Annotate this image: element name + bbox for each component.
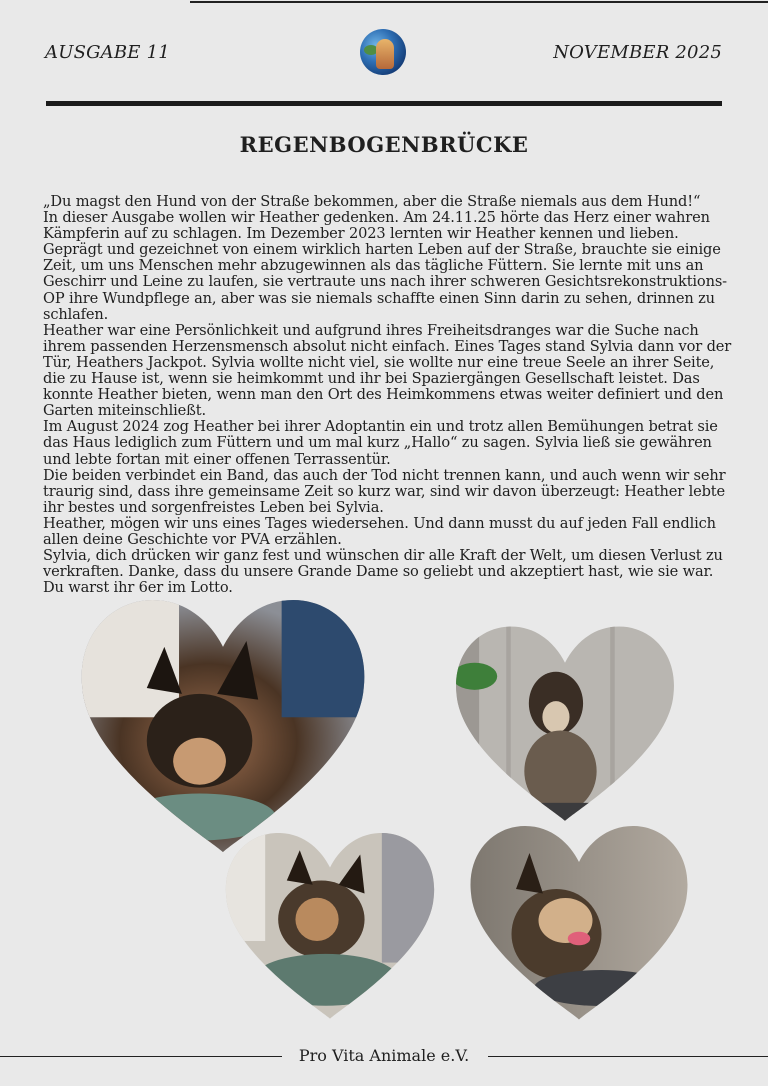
article-paragraph: Die beiden verbindet ein Band, das auch der Tod nicht trennen kann, und auch wenn wir sehr traurig sind, dass ihre gemeinsame Zeit so kurz war, sind wir davon überzeugt: Heather lebte ihr bestes und sorgenfreistes Leben bei Sylvia. (43, 466, 726, 516)
article-paragraph: In dieser Ausgabe wollen wir Heather gedenken. Am 24.11.25 hörte das Herz einer wahren Kämpferin auf zu schlagen. Im Dezember 2023 lernten wir Heather kennen und lieben. Geprägt und gezeichnet von einem wirklich harten Leben auf der Straße, brauchte sie einige Zeit, um uns Menschen mehr abzugewinnen als das tägliche Füttern. Sie lernte mit uns an Geschirr und Leine zu laufen, sie vertraute uns nach ihrer schweren Gesichtsrekonstruktions-OP ihre Wundpflege an, aber was sie niemals schaffte einen Sinn darin zu sehen, drinnen zu schlafen. (43, 209, 727, 323)
article-paragraph: Heather, mögen wir uns eines Tages wiedersehen. Und dann musst du auf jeden Fall endlich allen deine Geschichte vor PVA erzählen. (43, 514, 716, 548)
top-divider (190, 1, 768, 3)
globe-figure-icon (360, 29, 406, 75)
article-paragraph: Sylvia, dich drücken wir ganz fest und wünschen dir alle Kraft der Welt, um diesen Verlust zu verkraften. Danke, dass du unsere Grande Dame so geliebt und akzeptiert hast, wie sie war. Du warst ihr 6er im Lotto. (43, 547, 723, 597)
article-title: REGENBOGENBRÜCKE (239, 132, 529, 157)
heart-photo-dog-tongue-icon (466, 826, 692, 1024)
article-paragraph: Heather war eine Persönlichkeit und aufgrund ihres Freiheitsdranges war die Suche nach ihrem passenden Herzensmensch absolut nicht einfach. Eines Tages stand Sylvia dann vor der Tür, Heathers Jackpot. Sylvia wollte nicht viel, sie wollte nur eine treue Seele an ihrer Seite, die zu Hause ist, wenn sie heimkommt und ihr bei Spaziergängen Gesellschaft leistet. Das konnte Heather bieten, wenn man den Ort des Heimkommens etwas weiter definiert und den Garten miteinschließt. (43, 321, 732, 420)
heart-photo-dog-sitting-icon (452, 626, 678, 826)
issue-date: NOVEMBER 2025 (553, 42, 722, 63)
footer-divider-right (488, 1056, 768, 1057)
issue-number: AUSGABE 11 (45, 42, 170, 63)
heart-photo-dog-bed-icon (222, 832, 438, 1024)
article-paragraph: Im August 2024 zog Heather bei ihrer Adoptantin ein und trotz allen Bemühungen betrat sie das Haus lediglich zum Füttern und um mal kurz „Hallo“ zu sagen. Sylvia ließ sie gewähren und lebte fortan mit einer offenen Terrassentür. (43, 418, 718, 468)
article-body (43, 194, 733, 596)
footer-organization: Pro Vita Animale e.V. (298, 1046, 470, 1065)
header-divider (46, 101, 722, 106)
heart-photo-dog-lying-icon (75, 600, 371, 858)
article-quote: „Du magst den Hund von der Straße bekommen, aber die Straße niemals aus dem Hund!“ (43, 193, 701, 210)
